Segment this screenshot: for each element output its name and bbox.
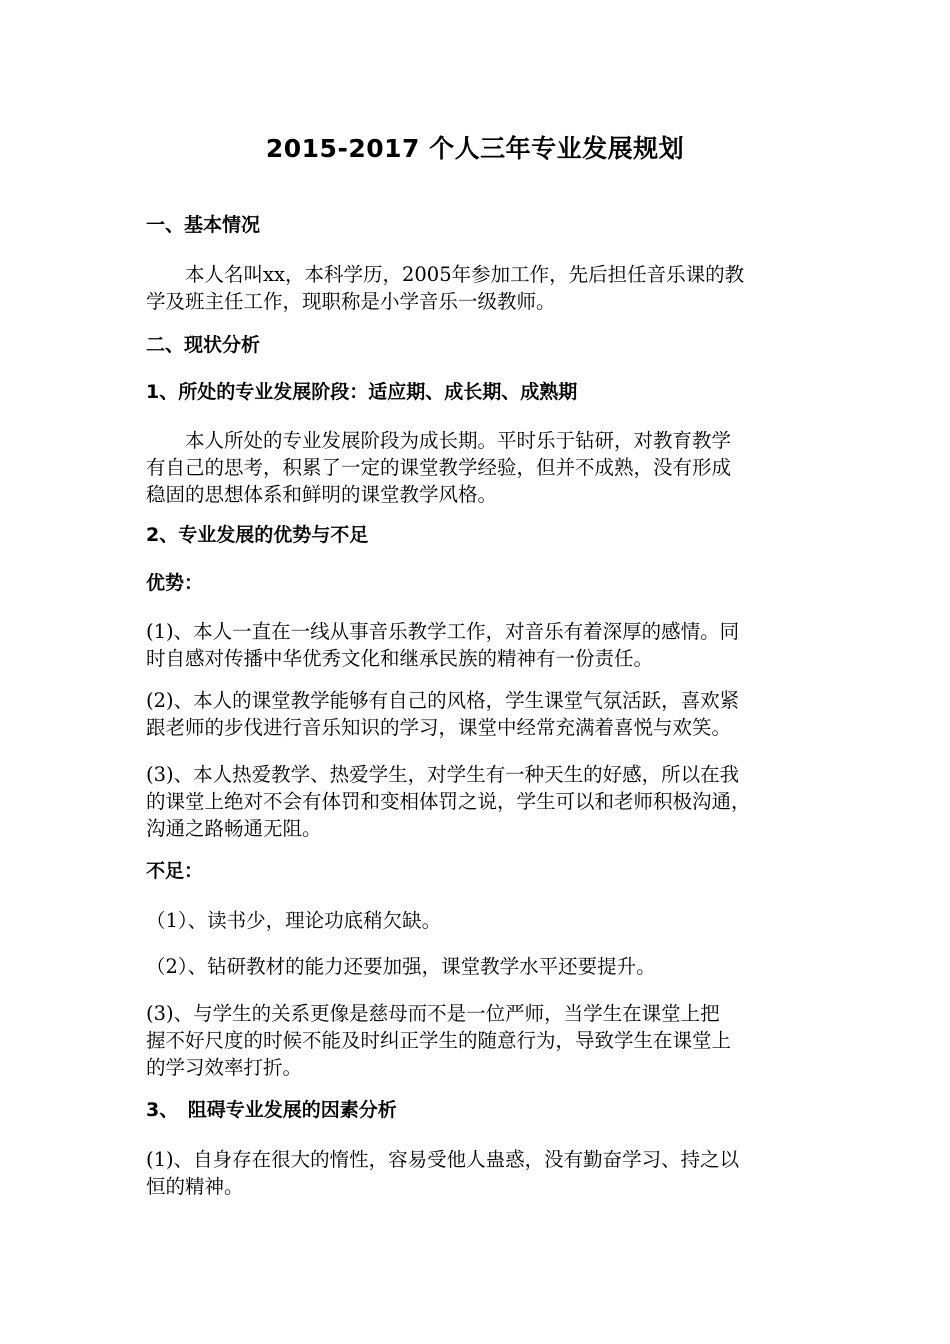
paragraph-line: 学及班主任工作，现职称是小学音乐一级教师。 (146, 290, 556, 313)
paragraph-line: 有自己的思考，积累了一定的课堂教学经验，但并不成熟，没有形成 (146, 456, 732, 479)
paragraph-line: 跟老师的步伐进行音乐知识的学习，课堂中经常充满着喜悦与欢笑。 (146, 716, 732, 739)
section-2-heading: 二、现状分析 (146, 334, 261, 356)
document-title: 2015-2017 个人三年专业发展规划 (265, 134, 685, 163)
section-1-heading: 一、基本情况 (146, 214, 261, 236)
paragraph-line: （1）、读书少，理论功底稍欠缺。 (146, 909, 442, 932)
strengths-label: 优势： (146, 572, 204, 594)
paragraph-line: 沟通之路畅通无阻。 (146, 817, 322, 840)
paragraph-line: (1)、本人一直在一线从事音乐教学工作，对音乐有着深厚的感情。同 (146, 620, 740, 643)
paragraph-line: 恒的精神。 (146, 1175, 244, 1198)
weakness-item-1 (146, 907, 810, 934)
paragraph-line: （2）、钻研教材的能力还要加强，课堂教学水平还要提升。 (146, 955, 656, 978)
paragraph-line: 的学习效率打折。 (146, 1056, 303, 1079)
weakness-item-3 (146, 1000, 810, 1081)
obstacle-item-1 (146, 1146, 810, 1200)
paragraph-line: (3)、与学生的关系更像是慈母而不是一位严师，当学生在课堂上把 (146, 1002, 720, 1025)
paragraph-line: (3)、本人热爱教学、热爱学生，对学生有一种天生的好感，所以在我 (146, 763, 740, 786)
strength-item-2 (146, 687, 810, 741)
paragraph-line: 本人所处的专业发展阶段为成长期。平时乐于钻研，对教育教学 (146, 429, 732, 452)
paragraph-line: 稳固的思想体系和鲜明的课堂教学风格。 (146, 483, 498, 506)
strengths-weaknesses-heading: 2、专业发展的优势与不足 (146, 524, 369, 546)
stage-heading: 1、所处的专业发展阶段：适应期、成长期、成熟期 (146, 381, 578, 403)
obstacles-heading: 3、 阻碍专业发展的因素分析 (146, 1099, 397, 1121)
paragraph-line: 本人名叫xx，本科学历，2005年参加工作，先后担任音乐课的教 (146, 263, 745, 286)
weaknesses-label: 不足： (146, 860, 204, 882)
stage-paragraph (146, 427, 810, 508)
weakness-item-2 (146, 953, 810, 980)
paragraph-line: 的课堂上绝对不会有体罚和变相体罚之说，学生可以和老师积极沟通， (146, 790, 751, 813)
paragraph-line: (1)、自身存在很大的惰性，容易受他人蛊惑，没有勤奋学习、持之以 (146, 1148, 740, 1171)
section-1-paragraph (146, 261, 810, 315)
strength-item-1 (146, 618, 810, 672)
strength-item-3 (146, 761, 810, 842)
paragraph-line: 时自感对传播中华优秀文化和继承民族的精神有一份责任。 (146, 647, 654, 670)
paragraph-line: 握不好尺度的时候不能及时纠正学生的随意行为，导致学生在课堂上 (146, 1029, 732, 1052)
paragraph-line: (2)、本人的课堂教学能够有自己的风格，学生课堂气氛活跃，喜欢紧 (146, 689, 740, 712)
